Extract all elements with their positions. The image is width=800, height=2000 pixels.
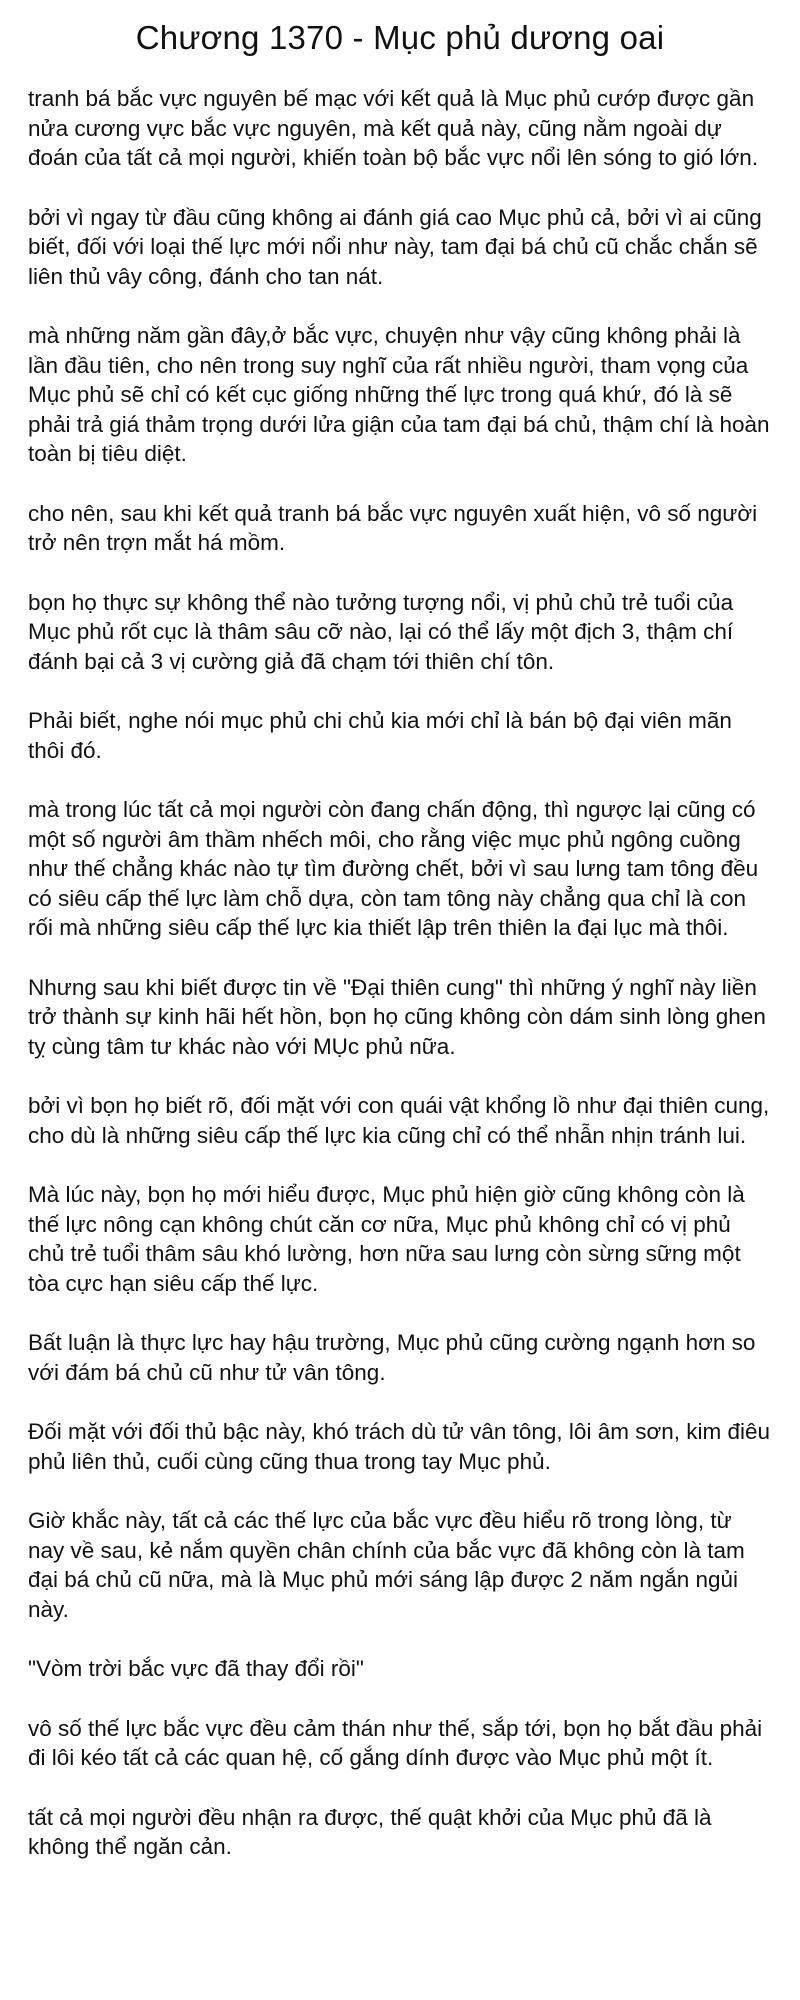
paragraph: Đối mặt với đối thủ bậc này, khó trách dù tử vân tông, lôi âm sơn, kim điêu phủ liên thủ, cuối cùng cũng thua trong tay Mục phủ. [28,1419,771,1474]
chapter-body [28,84,772,1862]
paragraph: tranh bá bắc vực nguyên bế mạc với kết quả là Mục phủ cướp được gần nửa cương vực bắc vực nguyên, mà kết quả này, cũng nằm ngoài dự đoán của tất cả mọi người, khiến toàn bộ bắc vực nổi lên sóng to gió lớn. [28,86,759,170]
paragraph: bởi vì bọn họ biết rõ, đối mặt với con quái vật khổng lồ như đại thiên cung, cho dù là những siêu cấp thế lực kia cũng chỉ có thể nhẫn nhịn tránh lui. [28,1093,770,1148]
paragraph: mà những năm gần đây,ở bắc vực, chuyện như vậy cũng không phải là lần đầu tiên, cho nên trong suy nghĩ của rất nhiều người, tham vọng của Mục phủ sẽ chỉ có kết cục giống những thế lực trong quá khứ, đó là sẽ phải trả giá thảm trọng dưới lửa giận của tam đại bá chủ, thậm chí là hoàn toàn bị tiêu diệt. [28,323,770,466]
paragraph: Phải biết, nghe nói mục phủ chi chủ kia mới chỉ là bán bộ đại viên mãn thôi đó. [28,708,732,763]
paragraph: cho nên, sau khi kết quả tranh bá bắc vực nguyên xuất hiện, vô số người trở nên trợn mắt há mồm. [28,500,758,555]
paragraph: Mà lúc này, bọn họ mới hiểu được, Mục phủ hiện giờ cũng không còn là thế lực nông cạn không chút căn cơ nữa, Mục phủ không chỉ có vị phủ chủ trẻ tuổi thâm sâu khó lường, hơn nữa sau lưng còn sừng sững một tòa cực hạn siêu cấp thế lực. [28,1182,745,1296]
paragraph: "Vòm trời bắc vực đã thay đổi rồi" [28,1656,364,1681]
paragraph: mà trong lúc tất cả mọi người còn đang chấn động, thì ngược lại cũng có một số người âm thầm nhếch môi, cho rằng việc mục phủ ngông cuồng như thế chẳng khác nào tự tìm đường chết, bởi vì sau lưng tam tông đều có siêu cấp thế lực làm chỗ dựa, còn tam tông này chẳng qua chỉ là con rối mà những siêu cấp thế lực kia thiết lập trên thiên la đại lục mà thôi. [28,797,759,940]
chapter-title: Chương 1370 - Mục phủ dương oai [135,19,665,56]
paragraph: Giờ khắc này, tất cả các thế lực của bắc vực đều hiểu rõ trong lòng, từ nay về sau, kẻ nắm quyền chân chính của bắc vực đã không còn là tam đại bá chủ cũ nữa, mà là Mục phủ mới sáng lập được 2 năm ngắn ngủi này. [28,1508,745,1622]
paragraph: Nhưng sau khi biết được tin về "Đại thiên cung" thì những ý nghĩ này liền trở thành sự kinh hãi hết hồn, bọn họ cũng không còn dám sinh lòng ghen tỵ cùng tâm tư khác nào với MỤc phủ nữa. [28,974,766,1059]
paragraph: bọn họ thực sự không thể nào tưởng tượng nổi, vị phủ chủ trẻ tuổi của Mục phủ rốt cục là thâm sâu cỡ nào, lại có thể lấy một địch 3, thậm chí đánh bại cả 3 vị cường giả đã chạm tới thiên chí tôn. [28,589,734,674]
paragraph: tất cả mọi người đều nhận ra được, thế quật khởi của Mục phủ đã là không thể ngăn cản. [28,1804,712,1859]
paragraph: bởi vì ngay từ đầu cũng không ai đánh giá cao Mục phủ cả, bởi vì ai cũng biết, đối với loại thế lực mới nổi như này, tam đại bá chủ cũ chắc chắn sẽ liên thủ vây công, đánh cho tan nát. [28,204,762,289]
paragraph: Bất luận là thực lực hay hậu trường, Mục phủ cũng cường ngạnh hơn so với đám bá chủ cũ như tử vân tông. [28,1330,756,1385]
paragraph: vô số thế lực bắc vực đều cảm thán như thế, sắp tới, bọn họ bắt đầu phải đi lôi kéo tất cả các quan hệ, cố gắng dính được vào Mục phủ một ít. [28,1715,763,1770]
